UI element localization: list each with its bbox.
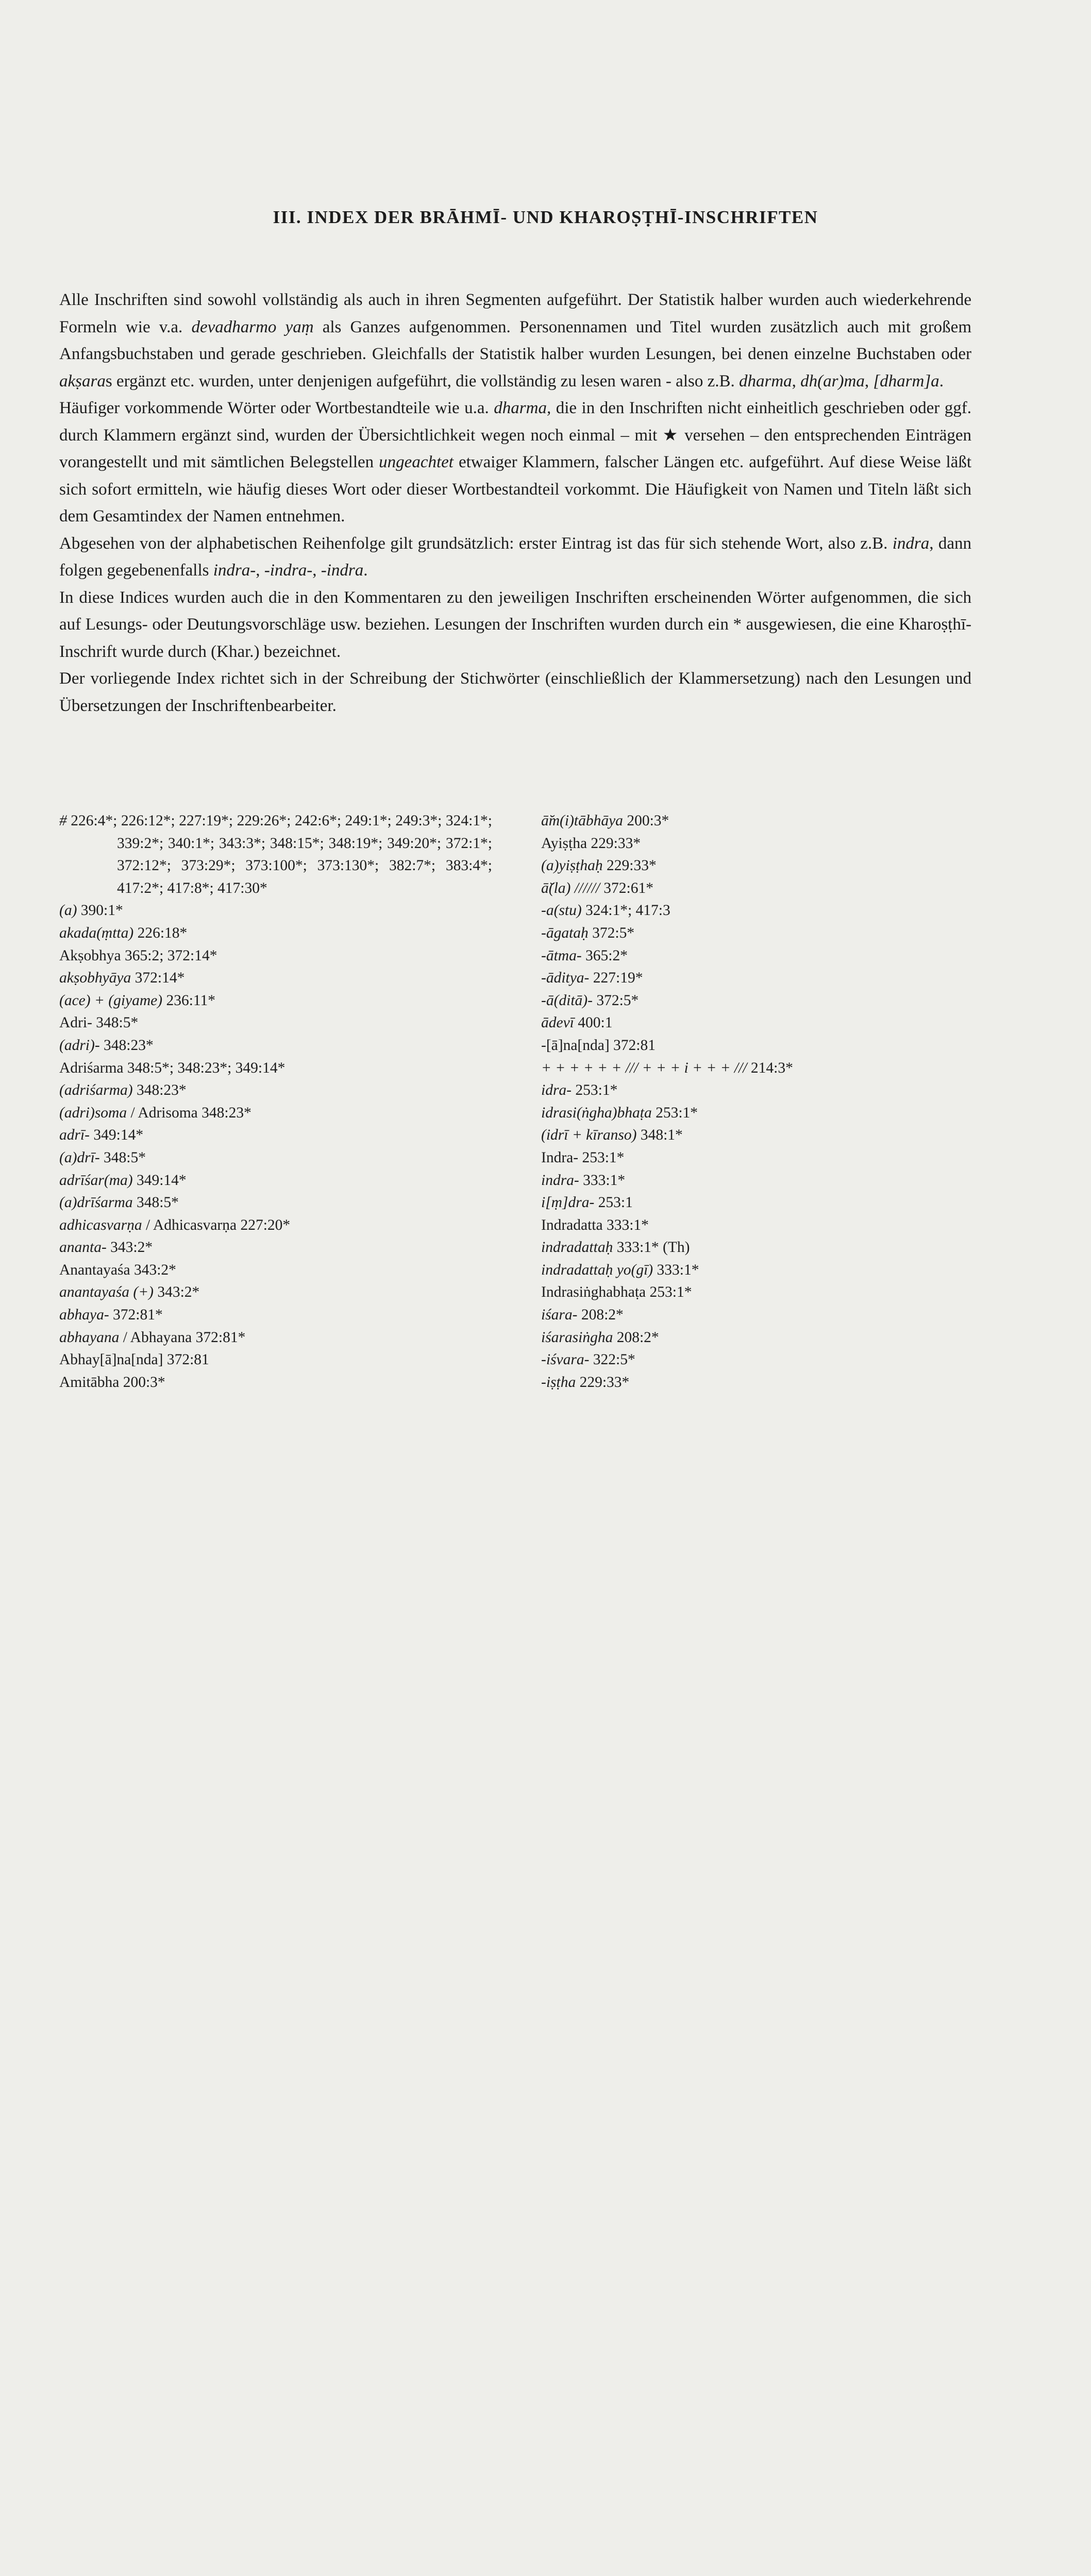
index-entry-run: / Abhayana 372:81* [119,1329,246,1346]
index-entry-run: Adriśarma 348:5*; 348:23*; 349:14* [59,1059,286,1076]
index-entry-run: 227:19* [589,970,643,987]
index-entry [59,1259,492,1282]
index-entry [541,833,964,855]
intro-run: ungeachtet [379,453,454,471]
index-entry-run: 322:5* [589,1351,635,1368]
index-entry-run: indra- [541,1172,579,1189]
index-entry-run: 226:18* [133,924,188,941]
intro-run: die in den Inschriften nicht einheitlich geschrieben oder ggf. durch Klammern ergänzt sind, wurden der Übersichtlichkeit wegen noch einmal – mit ★ versehen – den entsprechenden Einträgen vorangestellt und mit sämtlichen Belegstellen [59,399,971,471]
index-entry-run: (ace) + (giyame) [59,992,163,1009]
index-entry-run: 214:3* [747,1059,793,1076]
index-entry-run: 372:81* [109,1307,163,1324]
intro-paragraph [59,395,971,530]
intro-run: , [256,561,264,580]
index-entry-run: 349:14* [132,1172,187,1189]
index-entry [541,1214,964,1237]
index-column-left [59,810,492,1394]
intro-paragraph [59,286,971,395]
index-entry-run: 372:5* [592,992,639,1009]
index-entry-run: -āgataḥ [541,924,589,941]
index-entry [541,1259,964,1282]
index-entry-run: 348:23* [99,1037,154,1054]
index-entry-run: 348:1* [636,1127,683,1144]
index-entry-run: Adri- 348:5* [59,1014,139,1031]
index-entry-run: Indradatta 333:1* [541,1216,649,1233]
index-entry-run: adrī- [59,1127,90,1144]
index-entry-run: 372:5* [588,924,635,941]
index-entry-run: Indrasiṅghabhaṭa 253:1* [541,1284,692,1301]
index-entry [59,1147,492,1170]
intro-run: , dann folgen gegebenenfalls [59,534,971,580]
index-entry-run: 200:3* [623,812,669,829]
intro-run: -indra- [264,561,313,580]
index-column-right [541,810,964,1394]
index-entry [541,1281,964,1304]
index-entry-run: ā̆(la) ////// [541,879,600,896]
index-entry [541,1124,964,1147]
bleed-through-header [0,98,1091,129]
index-entry [59,810,492,900]
index-entry-run: -[ā]na[nda] 372:81 [541,1037,656,1054]
intro-run: indra [892,534,930,553]
index-entry-run: 324:1*; 417:3 [581,902,670,919]
index-entry-run: (adriśarma) [59,1082,133,1099]
index-entry [59,945,492,968]
intro-run: , [792,371,801,391]
intro-run: Abgesehen von der alphabetischen Reihenfolge gilt grundsätzlich: erster Eintrag ist das für sich stehende Wort, also z.B. [59,534,893,553]
index-entry [541,877,964,900]
intro-run: dh(ar)ma [800,371,865,391]
index-entry-run: ā̆m(i)tābhāya [541,812,623,829]
index-entry-run: (a)drī- [59,1149,100,1166]
index-entry-run: akṣobhyāya [59,970,131,987]
intro-run: dharma, [494,399,551,417]
intro-run: devadharmo yaṃ [191,317,314,336]
index-entry [59,1124,492,1147]
index-entry-run: -ā(ditā)- [541,992,593,1009]
index-entry-run: adhicasvarṇa [59,1216,142,1233]
index-entry-run: iśarasiṅgha [541,1329,613,1346]
index-entry-run: # [59,812,71,829]
index-entry-run: 372:61* [599,879,653,896]
index-entry-run: 390:1* [77,902,123,919]
index-entry-run: -āditya- [541,970,590,987]
index-entry-run: 348:5* [99,1149,146,1166]
footer-bar [0,1638,1091,1711]
index-entry-run: 333:1* (Th) [613,1239,690,1256]
index-entry-run: i[ṃ]dra- [541,1194,595,1211]
index-entry [541,810,964,833]
index-entry-run: 253:1* [572,1082,618,1099]
index-entry-run: 400:1 [574,1014,613,1031]
intro-run: etwaiger Klammern, falscher Längen etc. aufgeführt. Auf diese Weise läßt sich sofort ermitteln, wie häufig dieses Wort oder dieser Wortbestandteil vorkommt. Die Häufigkeit von Namen und Titeln läßt sich dem Gesamtindex der Namen entnehmen. [59,453,971,526]
index-entry-run: indradattaḥ yo(gī) [541,1261,653,1278]
index-entry [59,1079,492,1102]
index-entry [541,855,964,877]
index-entry [59,1214,492,1237]
index-entry [59,1371,492,1394]
index-entry-run: 226:4*; 226:12*; 227:19*; 229:26*; 242:6*; 249:1*; 249:3*; 324:1*; 339:2*; 340:1*; 343:3*; 348:15*; 348:19*; 349:20*; 372:1*; 372:12*; 373:29*; 373:100*; 373:130*; 382:7*; 383:4*; 417:2*; 417:8*; 417:30* [71,812,492,896]
index-entry [59,1236,492,1259]
index-entry [541,1102,964,1125]
index-entry-run: 236:11* [162,992,216,1009]
intro-run: indra- [213,561,256,580]
intro-paragraph [59,584,971,666]
index-entry [541,1192,964,1214]
index-entry [541,1012,964,1035]
index-entry [541,1236,964,1259]
index-entry [541,990,964,1012]
index-entry-run: + + + + + + /// + + + i + + + /// [541,1059,747,1076]
index-entry [59,1057,492,1080]
intro-run: , [312,561,321,580]
index-entry [541,922,964,945]
intro-run: -indra [321,561,364,580]
index-entry-run: (a) [59,902,77,919]
index-entry-run: (a)yiṣṭhaḥ [541,857,603,874]
index-entry-run: akada(ṃtta) [59,924,134,941]
index-entry-run: abhayana [59,1329,120,1346]
index-entry-run: -iśvara- [541,1351,590,1368]
index-entry [59,990,492,1012]
index-entry [541,1349,964,1371]
index-entry-run: ādevī [541,1014,574,1031]
index-entry [541,1170,964,1192]
index-entry [541,1327,964,1349]
index-entry-run: Amitābha 200:3* [59,1374,165,1391]
index-entry-run: adrīśar(ma) [59,1172,133,1189]
index-entry [59,1102,492,1125]
intro-run: In diese Indices wurden auch die in den Kommentaren zu den jeweiligen Inschriften erscheinenden Wörter aufgenommen, die sich auf Lesungs- oder Deutungsvorschläge usw. beziehen. Lesungen der Inschriften wurden durch ein * ausgewiesen, die eine Kharoṣṭhī-Inschrift wurde durch (Khar.) bezeichnet. [59,588,971,661]
intro-run: s ergänzt etc. wurden, unter denjenigen aufgeführt, die vollständig zu lesen waren - also z.B. [105,371,739,391]
index-entry [59,1192,492,1214]
index-entry [59,1035,492,1057]
index-entry-run: abhaya- [59,1307,109,1324]
intro-run: Häufiger vorkommende Wörter oder Wortbestandteile wie u.a. [59,399,494,417]
index-entry [59,1012,492,1035]
intro-run: akṣara [59,371,106,391]
index-entry [541,1035,964,1057]
index-entry-run: ananta- [59,1239,107,1256]
index-entry-run: 372:14* [131,970,185,987]
index-entry [541,967,964,990]
index-entry-run: Anantayaśa 343:2* [59,1261,176,1278]
index-entry [541,1057,964,1080]
index-entry [541,945,964,968]
index-entry-run: 343:2* [153,1284,200,1301]
intro-text [59,286,971,719]
intro-run: Alle Inschriften sind sowohl vollständig als auch in ihren Segmenten aufgeführt. Der Statistik halber wurden auch wiederkehrende Formeln wie v.a. [59,291,971,336]
index-entry-run: indradattaḥ [541,1239,613,1256]
intro-run: als Ganzes aufgenommen. Personennamen und Titel wurden zusätzlich auch mit großem Anfangsbuchstaben und gerade geschrieben. Gleichfalls der Statistik halber wurden Lesungen, bei denen einzelne Buchstaben oder [59,317,971,363]
index-entry-run: 365:2* [581,947,628,964]
intro-paragraph [59,665,971,719]
index-entry-run: anantayaśa (+) [59,1284,154,1301]
index-entry-run: 229:33* [602,857,657,874]
index-entry-run: (adri)soma [59,1104,127,1121]
index-entry [541,900,964,922]
index-entry-run: Ayiṣṭha 229:33* [541,835,641,852]
index-entry [541,1079,964,1102]
index-entry [59,1349,492,1371]
index-entry-run: idra- [541,1082,572,1099]
index-entry [59,967,492,990]
index-entry [541,1147,964,1170]
index-entry-run: 253:1 [594,1194,633,1211]
intro-run: Der vorliegende Index richtet sich in der Schreibung der Stichwörter (einschließlich der Klammersetzung) nach den Lesungen und Übersetzungen der Inschriftenbearbeiter. [59,669,971,715]
index-entry [541,1371,964,1394]
index-entry-run: (idrī + kīranso) [541,1127,637,1144]
index-entry-run: Akṣobhya 365:2; 372:14* [59,947,217,964]
index-entry-run: -iṣṭha [541,1374,576,1391]
intro-run: dharma [738,371,792,391]
index-entry-run: 348:23* [132,1082,187,1099]
page-title: III. INDEX DER BRĀHMĪ- UND KHAROṢṬHĪ-INSCHRIFTEN [273,207,818,227]
index-entry-run: (adri)- [59,1037,100,1054]
index-entry-run: / Adrisoma 348:23* [127,1104,251,1121]
index-entry-run: 253:1* [651,1104,698,1121]
intro-run: , [864,371,874,391]
index-entry [59,1327,492,1349]
index-entry [59,900,492,922]
index-entry-run: 229:33* [576,1374,630,1391]
intro-run: . [939,371,944,391]
index-entry-run: Abhay[ā]na[nda] 372:81 [59,1351,209,1368]
index-entry-run: (a)drīśarma [59,1194,133,1211]
intro-paragraph [59,530,971,584]
index-entry [59,1170,492,1192]
index-entry [59,922,492,945]
index-entry-run: 348:5* [132,1194,179,1211]
index-entry-run: 208:2* [577,1307,624,1324]
index-entry-run: 343:2* [106,1239,153,1256]
index-entry-run: 349:14* [90,1127,144,1144]
index-entry-run: / Adhicasvarṇa 227:20* [142,1216,291,1233]
index-entry-run: 333:1* [579,1172,626,1189]
index-entry-run: 333:1* [653,1261,699,1278]
intro-run: . [363,561,368,580]
index-entry-run: idrasi(ṅgha)bhaṭa [541,1104,652,1121]
index-entry [59,1281,492,1304]
index-entry-run: Indra- 253:1* [541,1149,625,1166]
index-entry-run: -ātma- [541,947,582,964]
intro-run: [dharm]a [873,371,939,391]
index-entry-run: 208:2* [613,1329,659,1346]
index-entry [59,1304,492,1327]
index-entry-run: -a(stu) [541,902,582,919]
index-entry-run: iśara- [541,1307,578,1324]
index-entry [541,1304,964,1327]
